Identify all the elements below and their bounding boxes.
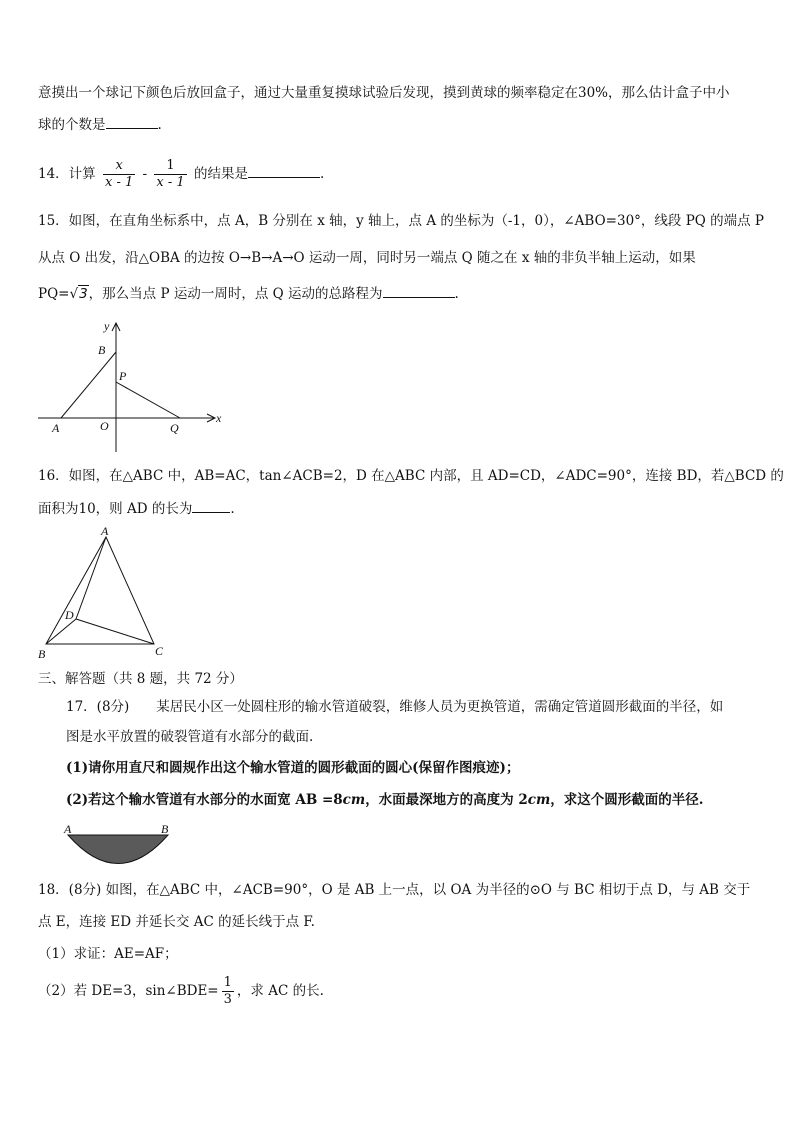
q17-part2 (66, 790, 704, 810)
label-b: B (38, 647, 46, 661)
q16-figure (34, 524, 174, 664)
label-a: A (101, 524, 109, 538)
label-a: A (52, 421, 60, 435)
label-c: C (155, 644, 164, 658)
q14-frac2-denominator: x - 1 (156, 175, 185, 190)
q14-end: . (319, 166, 325, 182)
q14-fraction-1 (103, 158, 135, 191)
segment-ad (76, 537, 106, 619)
q18-line1: 18．(8分) 如图，在△ABC 中，∠ACB=90°，O 是 AB 上一点，以 OA 为半径的⊙O 与 BC 相切于点 D，与 AB 交于 (38, 882, 751, 898)
q18-part2-pre: （2）若 DE=3，sin∠BDE= (38, 983, 219, 999)
q18-frac-numerator: 1 (223, 975, 232, 990)
q14-prefix: 14．计算 (38, 166, 96, 182)
q13-end: . (157, 117, 162, 133)
q16-text: 面积为10，则 AD 的长为 (38, 501, 193, 517)
segment-ab (61, 352, 116, 418)
q18-part2 (38, 974, 324, 1008)
q17-part2-pre: (2)若这个输水管道有水部分的水面宽 AB =8 (66, 792, 343, 808)
q17-figure (60, 822, 180, 868)
q17-line2: 图是水平放置的破裂管道有水部分的截面. (66, 729, 314, 745)
q14-suffix: 的结果是 (193, 166, 248, 182)
label-y: y (104, 319, 110, 333)
label-d: D (65, 608, 74, 622)
q14-line (38, 158, 324, 191)
q15-sqrt-radicand: 3 (79, 286, 88, 302)
q16-answer-blank (192, 498, 230, 513)
q14-frac2-numerator: 1 (154, 158, 186, 175)
q14-frac1-denominator: x - 1 (104, 175, 134, 190)
label-p: P (119, 369, 127, 383)
q13-text: 球的个数是 (38, 117, 106, 133)
label-x: x (216, 411, 222, 425)
q15-answer-blank (383, 283, 455, 298)
label-o: O (100, 419, 109, 433)
q17-part2-mid: ，水面最深地方的高度为 2 (365, 792, 528, 808)
segment-pq (116, 382, 180, 418)
q15-line2: 从点 O 出发，沿△OBA 的边按 O→B→A→O 运动一周，同时另一端点 Q 随之在 x 轴的非负半轴上运动，如果 (38, 250, 696, 266)
q15-figure (34, 318, 234, 458)
q15-line3 (38, 283, 459, 304)
q17-line1: 17．(8分) 某居民小区一处圆柱形的输水管道破裂，维修人员为更换管道，需确定管道圆形截面的半径，如 (66, 699, 724, 715)
q15-mid: ，那么当点 P 运动一周时，点 Q 运动的总路程为 (88, 286, 383, 302)
q16-end: . (230, 501, 235, 517)
q13-line1: 意摸出一个球记下颜色后放回盒子，通过大量重复摸球试验后发现，摸到黄球的频率稳定在30%，那么估计盒子中小 (38, 85, 730, 101)
q18-fraction (222, 975, 234, 1008)
q15-line1: 15．如图，在直角坐标系中，点 A，B 分别在 x 轴，y 轴上，点 A 的坐标为（-1，0），∠ABO=30°，线段 PQ 的端点 P (38, 213, 765, 229)
q14-answer-blank (248, 163, 320, 178)
segment-bd (46, 619, 76, 644)
q17-part2-post: ，求这个圆形截面的半径. (550, 792, 704, 808)
q16-line1: 16．如图，在△ABC 中，AB=AC，tan∠ACB=2，D 在△ABC 内部，且 AD=CD，∠ADC=90°，连接 BD，若△BCD 的 (38, 468, 784, 484)
q15-sqrt: √3 (69, 286, 88, 302)
label-a: A (64, 822, 72, 836)
q13-line2 (38, 114, 162, 135)
label-q: Q (170, 421, 179, 435)
q14-frac1-numerator: x (103, 158, 135, 175)
q17-unit-1: cm (342, 792, 366, 808)
q18-part1: （1）求证：AE=AF； (38, 946, 178, 962)
q14-fraction-2 (154, 158, 186, 191)
q18-line2: 点 E，连接 ED 并延长交 AC 的延长线于点 F. (38, 914, 315, 930)
q17-part1: (1)请你用直尺和圆规作出这个输水管道的圆形截面的圆心(保留作图痕迹)； (66, 760, 520, 776)
q16-line2 (38, 498, 235, 519)
label-b: B (98, 343, 106, 357)
water-segment (68, 835, 168, 864)
q18-frac-denominator: 3 (223, 992, 232, 1007)
q14-minus: - (142, 166, 148, 182)
q15-end: . (454, 286, 459, 302)
segment-dc (76, 619, 154, 644)
q13-answer-blank (106, 114, 158, 129)
section-title: 三、解答题（共 8 题，共 72 分） (38, 671, 243, 687)
q17-unit-2: cm (527, 792, 551, 808)
label-b: B (161, 822, 169, 836)
q18-part2-post: ，求 AC 的长. (236, 983, 324, 999)
q15-pq: PQ= (38, 286, 70, 302)
